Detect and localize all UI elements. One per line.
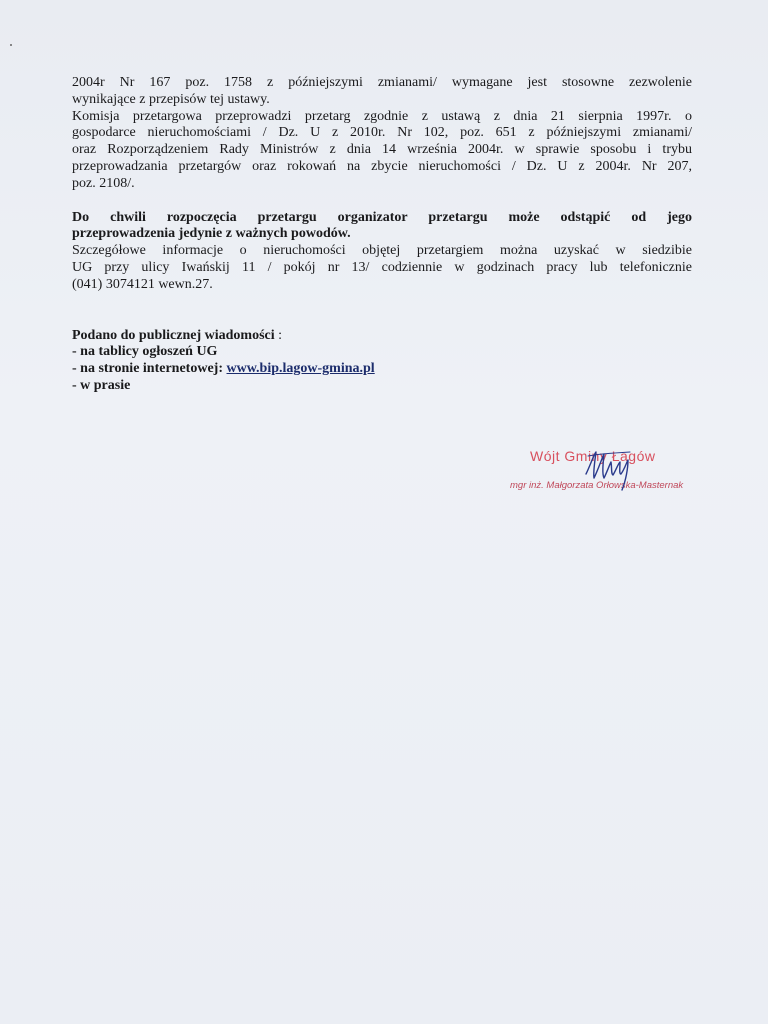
publication-item-prefix: - na stronie internetowej: bbox=[72, 361, 227, 377]
paragraph-line: poz. 2108/. bbox=[72, 175, 135, 191]
document-body bbox=[72, 75, 692, 395]
paragraph-line: wynikające z przepisów tej ustawy. bbox=[72, 91, 270, 107]
publication-heading bbox=[72, 328, 692, 345]
paragraph-line: oraz Rozporządzeniem Rady Ministrów z dnia 14 września 2004r. w sprawie sposobu i trybu bbox=[72, 142, 692, 158]
scan-speck bbox=[10, 44, 12, 46]
publication-item: - w prasie bbox=[72, 377, 131, 393]
info-line: UG przy ulicy Iwańskij 11 / pokój nr 13/ codziennie w godzinach pracy lub telefonicznie bbox=[72, 259, 692, 275]
publication-heading-text: Podano do publicznej wiadomości bbox=[72, 327, 275, 343]
paragraph-line: przeprowadzania przetargów oraz rokowań na zbycie nieruchomości / Dz. U z 2004r. Nr 207, bbox=[72, 158, 692, 174]
signature-stamp bbox=[500, 440, 710, 510]
info-line: (041) 3074121 wewn.27. bbox=[72, 276, 213, 292]
publication-item bbox=[72, 361, 692, 378]
publication-heading-colon: : bbox=[274, 327, 283, 343]
stamp-title: Wójt Gminy Łagów bbox=[530, 448, 656, 464]
paragraph-line: Komisja przetargowa przeprowadzi przetarg zgodnie z ustawą z dnia 21 sierpnia 1997r. o bbox=[72, 108, 692, 124]
notice-line: Do chwili rozpoczęcia przetargu organizator przetargu może odstąpić od jego bbox=[72, 209, 692, 225]
notice-line: przeprowadzenia jedynie z ważnych powodów. bbox=[72, 226, 351, 242]
paragraph-line: 2004r Nr 167 poz. 1758 z późniejszymi zmianami/ wymagane jest stosowne zezwolenie bbox=[72, 75, 692, 90]
handwritten-signature bbox=[578, 444, 638, 494]
paragraph-line: gospodarce nieruchomościami / Dz. U z 2010r. Nr 102, poz. 651 z późniejszymi zmianami/ bbox=[72, 125, 692, 141]
stamp-official-name: mgr inż. Małgorzata Orłowska-Masternak bbox=[510, 480, 684, 491]
bip-website-link[interactable]: www.bip.lagow-gmina.pl bbox=[226, 361, 375, 377]
publication-item: - na tablicy ogłoszeń UG bbox=[72, 344, 218, 360]
info-line: Szczegółowe informacje o nieruchomości objętej przetargiem można uzyskać w siedzibie bbox=[72, 243, 692, 259]
